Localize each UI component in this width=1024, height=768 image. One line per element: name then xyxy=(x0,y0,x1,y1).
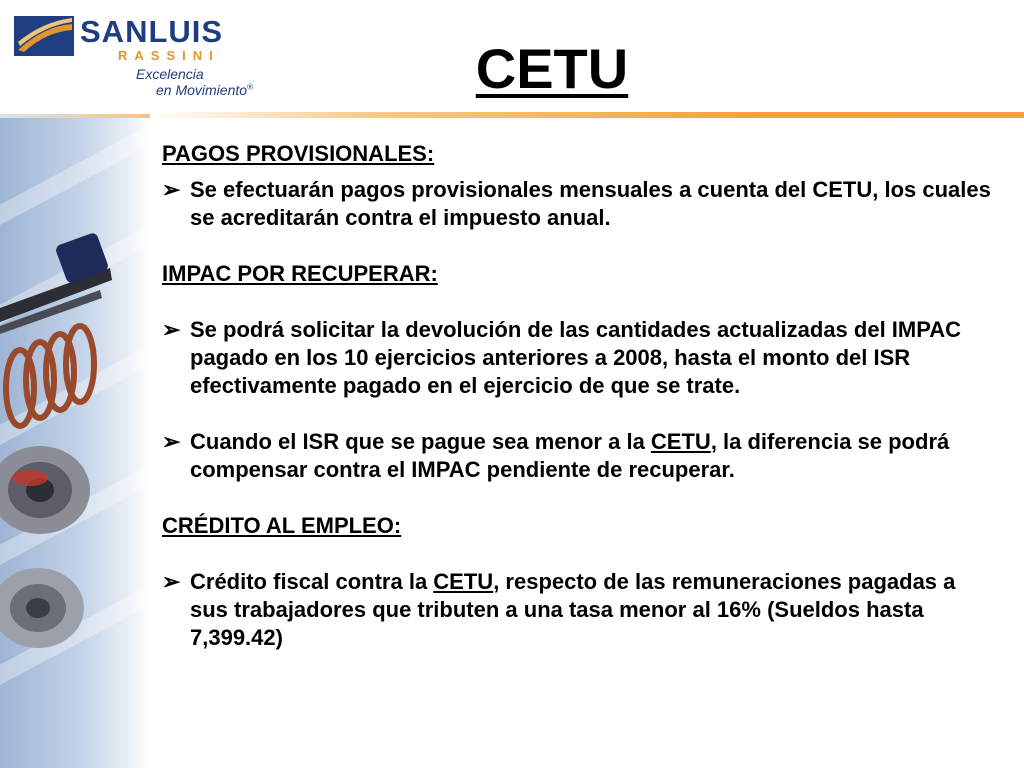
header-divider-left xyxy=(0,114,150,118)
logo-subname: RASSINI xyxy=(118,48,220,63)
bullet-arrow-icon: ➢ xyxy=(162,317,181,342)
brake-disc-image xyxy=(0,446,90,534)
bullet-arrow-icon: ➢ xyxy=(162,429,181,454)
bullet-item xyxy=(162,316,992,400)
leaf-spring-image xyxy=(0,232,112,334)
logo-tagline-1: Excelencia xyxy=(136,66,204,82)
bullet-text-underlined: CETU xyxy=(433,569,494,594)
decorative-side-panel xyxy=(0,118,150,768)
coil-spring-image xyxy=(6,326,94,426)
bullet-arrow-icon: ➢ xyxy=(162,569,181,594)
registered-mark: ® xyxy=(247,82,253,92)
bullet-text-underlined: CETU xyxy=(650,429,711,454)
slide-title: CETU xyxy=(475,37,629,100)
brake-disc-image xyxy=(0,568,84,648)
bullet-item xyxy=(162,428,992,484)
header-divider xyxy=(150,112,1024,118)
bullet-text: Se podrá solicitar la devolución de las cantidades actualizadas del IMPAC pagado en los 10 ejercicios anteriores a 2008, hasta el monto del ISR efectivamente pagado en el ejercicio de que se trate. xyxy=(190,317,962,398)
bullet-item xyxy=(162,568,992,652)
auto-parts-illustration xyxy=(0,118,150,768)
bullet-text-pre: Crédito fiscal contra la xyxy=(190,569,434,594)
bullet-text-pre: Cuando el ISR que se pague sea menor a la xyxy=(190,429,651,454)
section-heading: IMPAC POR RECUPERAR: xyxy=(162,261,438,286)
bullet-item xyxy=(162,176,992,232)
logo-name: SANLUIS xyxy=(80,14,224,49)
bullet-arrow-icon: ➢ xyxy=(162,177,181,202)
slide-body xyxy=(162,140,992,652)
bullet-text-post: , la diferencia se podrá compensar contra el IMPAC pendiente de recuperar. xyxy=(190,429,950,482)
section-heading: PAGOS PROVISIONALES: xyxy=(162,141,435,166)
logo-tagline-2-text: en Movimiento xyxy=(156,82,248,98)
bullet-text: Se efectuarán pagos provisionales mensuales a cuenta del CETU, los cuales se acreditarán contra el impuesto anual. xyxy=(190,177,991,230)
bullet-text-post: , respecto de las remuneraciones pagadas a sus trabajadores que tributen a una tasa menor al 16% (Sueldos hasta 7,399.42) xyxy=(190,569,956,650)
section-heading: CRÉDITO AL EMPLEO: xyxy=(162,513,402,538)
